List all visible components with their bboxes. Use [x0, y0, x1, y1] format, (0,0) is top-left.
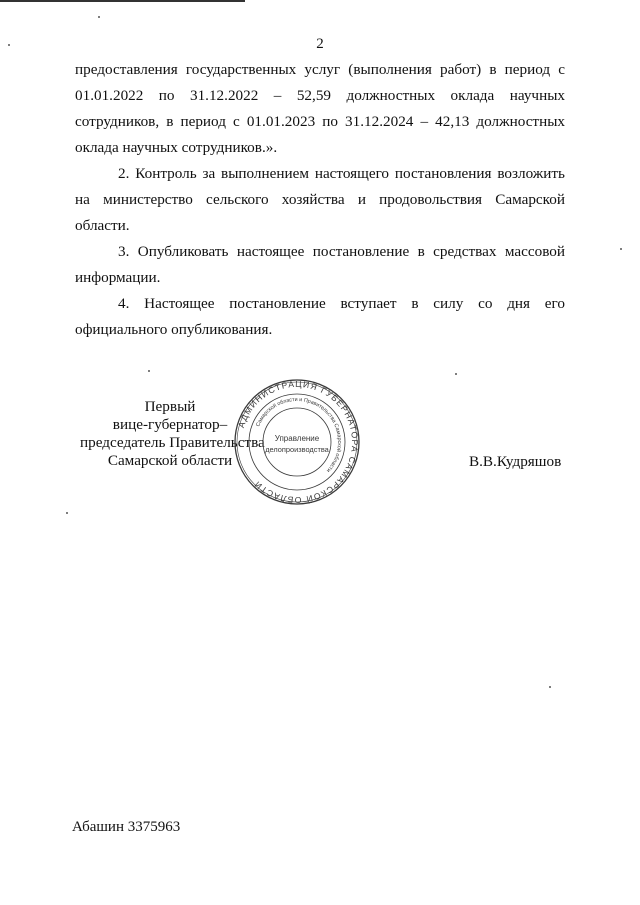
scan-speck: [66, 512, 68, 514]
signer-title-line-2: вице-губернатор–: [112, 416, 228, 433]
scan-speck: [549, 686, 551, 688]
seal-outer-text: АДМИНИСТРАЦИЯ ГУБЕРНАТОРА САМАРСКОЙ ОБЛАСТИ: [235, 378, 361, 506]
page-number: 2: [316, 36, 324, 52]
scan-speck: [98, 16, 100, 18]
seal-center-line-2: делопроизводства: [265, 445, 329, 454]
scan-speck: [620, 248, 622, 250]
signer-title-line-1: Первый: [144, 398, 196, 415]
paragraph-4-line-1: 4. Настоящее постановление вступает в силу со дня его: [118, 295, 565, 312]
paragraph-2-line-3: области.: [75, 217, 130, 234]
top-border-line: [0, 0, 245, 2]
signer-name: В.В.Кудряшов: [469, 453, 562, 470]
paragraph-1-line-3: сотрудников, в период с 01.01.2023 по 31.12.2024 – 42,13 должностных: [75, 113, 565, 130]
paragraph-4-line-2: официального опубликования.: [75, 321, 273, 338]
official-seal: [233, 378, 361, 506]
seal-center-line-1: Управление: [274, 434, 320, 443]
paragraph-1-line-1: предоставления государственных услуг (выполнения работ) в период с: [75, 61, 565, 78]
paragraph-1-line-2: 01.01.2022 по 31.12.2022 – 52,59 должностных оклада научных: [75, 87, 565, 104]
paragraph-2-line-1: 2. Контроль за выполнением настоящего постановления возложить: [118, 165, 565, 182]
seal-inner-text: Самарской области и Правительства Самарской области: [255, 396, 343, 474]
paragraph-1-line-4: оклада научных сотрудников.».: [75, 139, 278, 156]
scan-speck: [8, 44, 10, 46]
scan-speck: [455, 373, 457, 375]
signer-title-line-3: председатель Правительства: [80, 434, 265, 451]
paragraph-3-line-1: 3. Опубликовать настоящее постановление в средствах массовой: [118, 243, 565, 260]
signer-title-line-4: Самарской области: [107, 452, 233, 469]
scan-speck: [148, 370, 150, 372]
paragraph-2-line-2: на министерство сельского хозяйства и продовольствия Самарской: [75, 191, 565, 208]
paragraph-3-line-2: информации.: [75, 269, 161, 286]
executor-code: Абашин 3375963: [72, 819, 181, 835]
